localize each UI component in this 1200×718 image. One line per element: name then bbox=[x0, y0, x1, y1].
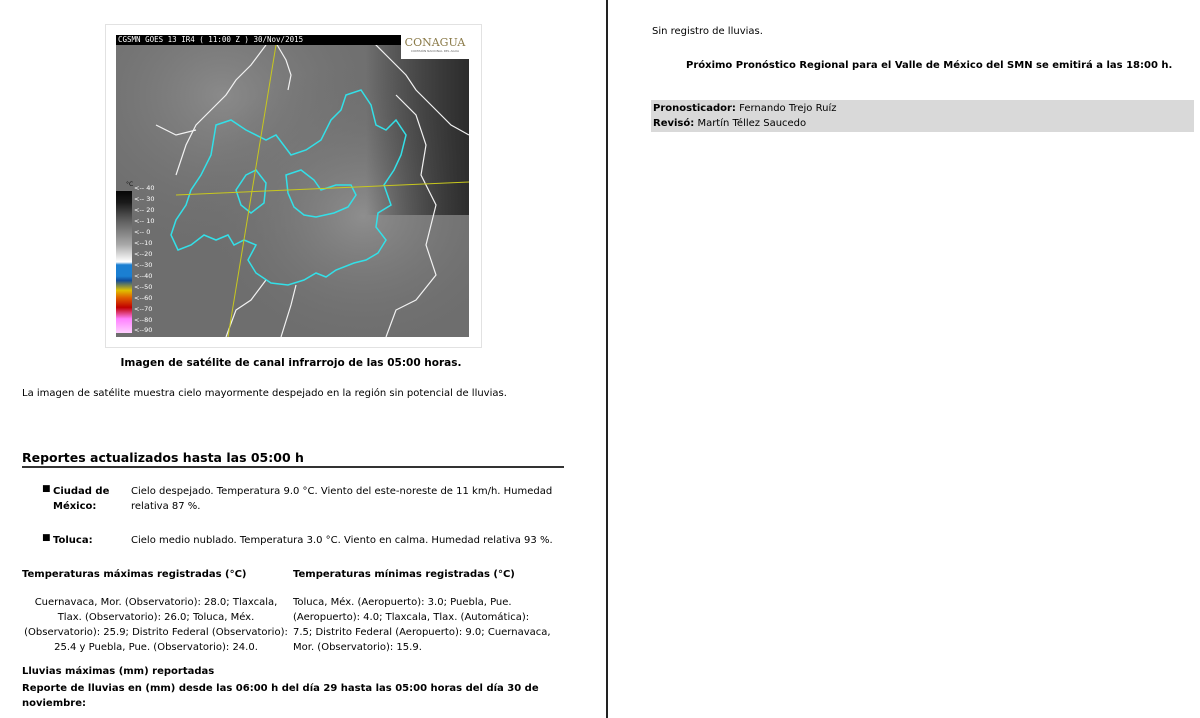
rain-report: Reporte de lluvias en (mm) desde las 06:00 h del día 29 hasta las 05:00 horas del día 30 de noviembre: bbox=[22, 683, 539, 709]
report-description: Cielo medio nublado. Temperatura 3.0 °C. Viento en calma. Humedad relativa 93 %. bbox=[131, 535, 553, 546]
scale-tick: <--30 bbox=[134, 261, 153, 269]
scale-tick: <-- 20 bbox=[134, 206, 155, 214]
conagua-logo bbox=[401, 35, 469, 59]
column-divider bbox=[606, 0, 608, 718]
scale-tick: <--20 bbox=[134, 250, 153, 258]
reviewer-label: Revisó: bbox=[653, 118, 695, 129]
report-city: Toluca: bbox=[53, 535, 93, 546]
bullet-icon: ■ bbox=[42, 484, 51, 494]
scale-tick: <--80 bbox=[134, 316, 153, 324]
satellite-map bbox=[116, 35, 469, 337]
staff-box bbox=[651, 100, 1194, 132]
scale-tick: <-- 30 bbox=[134, 195, 155, 203]
scale-tick: <--40 bbox=[134, 272, 153, 280]
reviewer-line bbox=[653, 116, 1192, 131]
reports-title: Reportes actualizados hasta las 05:00 h bbox=[22, 450, 304, 465]
scale-tick: <--50 bbox=[134, 283, 153, 291]
report-city: Ciudad de México: bbox=[53, 486, 110, 512]
forecaster-label: Pronosticador: bbox=[653, 103, 736, 114]
scale-unit: °C bbox=[126, 181, 134, 188]
temperature-scale-bar bbox=[116, 191, 132, 333]
conagua-logo-subtitle: COMISIÓN NACIONAL DEL AGUA bbox=[410, 49, 460, 53]
scale-tick: <--10 bbox=[134, 239, 153, 247]
satellite-header: CGSMN GOES 13 IR4 ( 11:00 Z ) 30/Nov/2015 bbox=[116, 35, 401, 45]
scale-tick: <-- 40 bbox=[134, 184, 155, 192]
max-temps-text: Cuernavaca, Mor. (Observatorio): 28.0; Tlaxcala, Tlax. (Observatorio): 26.0; Toluca, Méx. (Observatorio): 25.9; Distrito Federal (Observatorio): 25.4 y Puebla, Pue. (Observatorio): 24.0. bbox=[24, 597, 288, 653]
scale-tick: <-- 10 bbox=[134, 217, 155, 225]
forecaster-line bbox=[653, 101, 1192, 116]
report-item bbox=[42, 533, 552, 549]
reports-title-rule bbox=[22, 466, 564, 468]
scale-tick: <--90 bbox=[134, 326, 153, 334]
max-temps-heading: Temperaturas máximas registradas (°C) bbox=[22, 569, 247, 580]
no-rain-record: Sin registro de lluvias. bbox=[652, 26, 763, 37]
min-temps-heading: Temperaturas mínimas registradas (°C) bbox=[293, 569, 515, 580]
scale-tick: <-- 0 bbox=[134, 228, 151, 236]
bullet-icon: ■ bbox=[42, 533, 51, 543]
min-temps-text: Toluca, Méx. (Aeropuerto): 3.0; Puebla, Pue. (Aeropuerto): 4.0; Tlaxcala, Tlax. (Automática): 7.5; Distrito Federal (Aeropuerto): 9.0; Cuernavaca, Mor. (Observatorio): 15.9. bbox=[293, 597, 551, 653]
satellite-description: La imagen de satélite muestra cielo mayormente despejado en la región sin potencial de lluvias. bbox=[22, 388, 507, 399]
satellite-caption: Imagen de satélite de canal infrarrojo de las 05:00 horas. bbox=[120, 357, 462, 369]
rain-heading: Lluvias máximas (mm) reportadas bbox=[22, 666, 215, 677]
forecaster-name: Fernando Trejo Ruíz bbox=[739, 103, 837, 114]
scale-tick: <--60 bbox=[134, 294, 153, 302]
conagua-logo-text: CONAGUA bbox=[404, 36, 466, 49]
report-description: Cielo despejado. Temperatura 9.0 °C. Viento del este-noreste de 11 km/h. Humedad relativa 87 %. bbox=[131, 486, 553, 512]
report-item bbox=[42, 484, 552, 518]
satellite-image bbox=[116, 35, 469, 337]
reviewer-name: Martín Téllez Saucedo bbox=[697, 118, 807, 129]
scale-tick: <--70 bbox=[134, 305, 153, 313]
next-forecast: Próximo Pronóstico Regional para el Valle de México del SMN se emitirá a las 18:00 h. bbox=[686, 60, 1173, 71]
